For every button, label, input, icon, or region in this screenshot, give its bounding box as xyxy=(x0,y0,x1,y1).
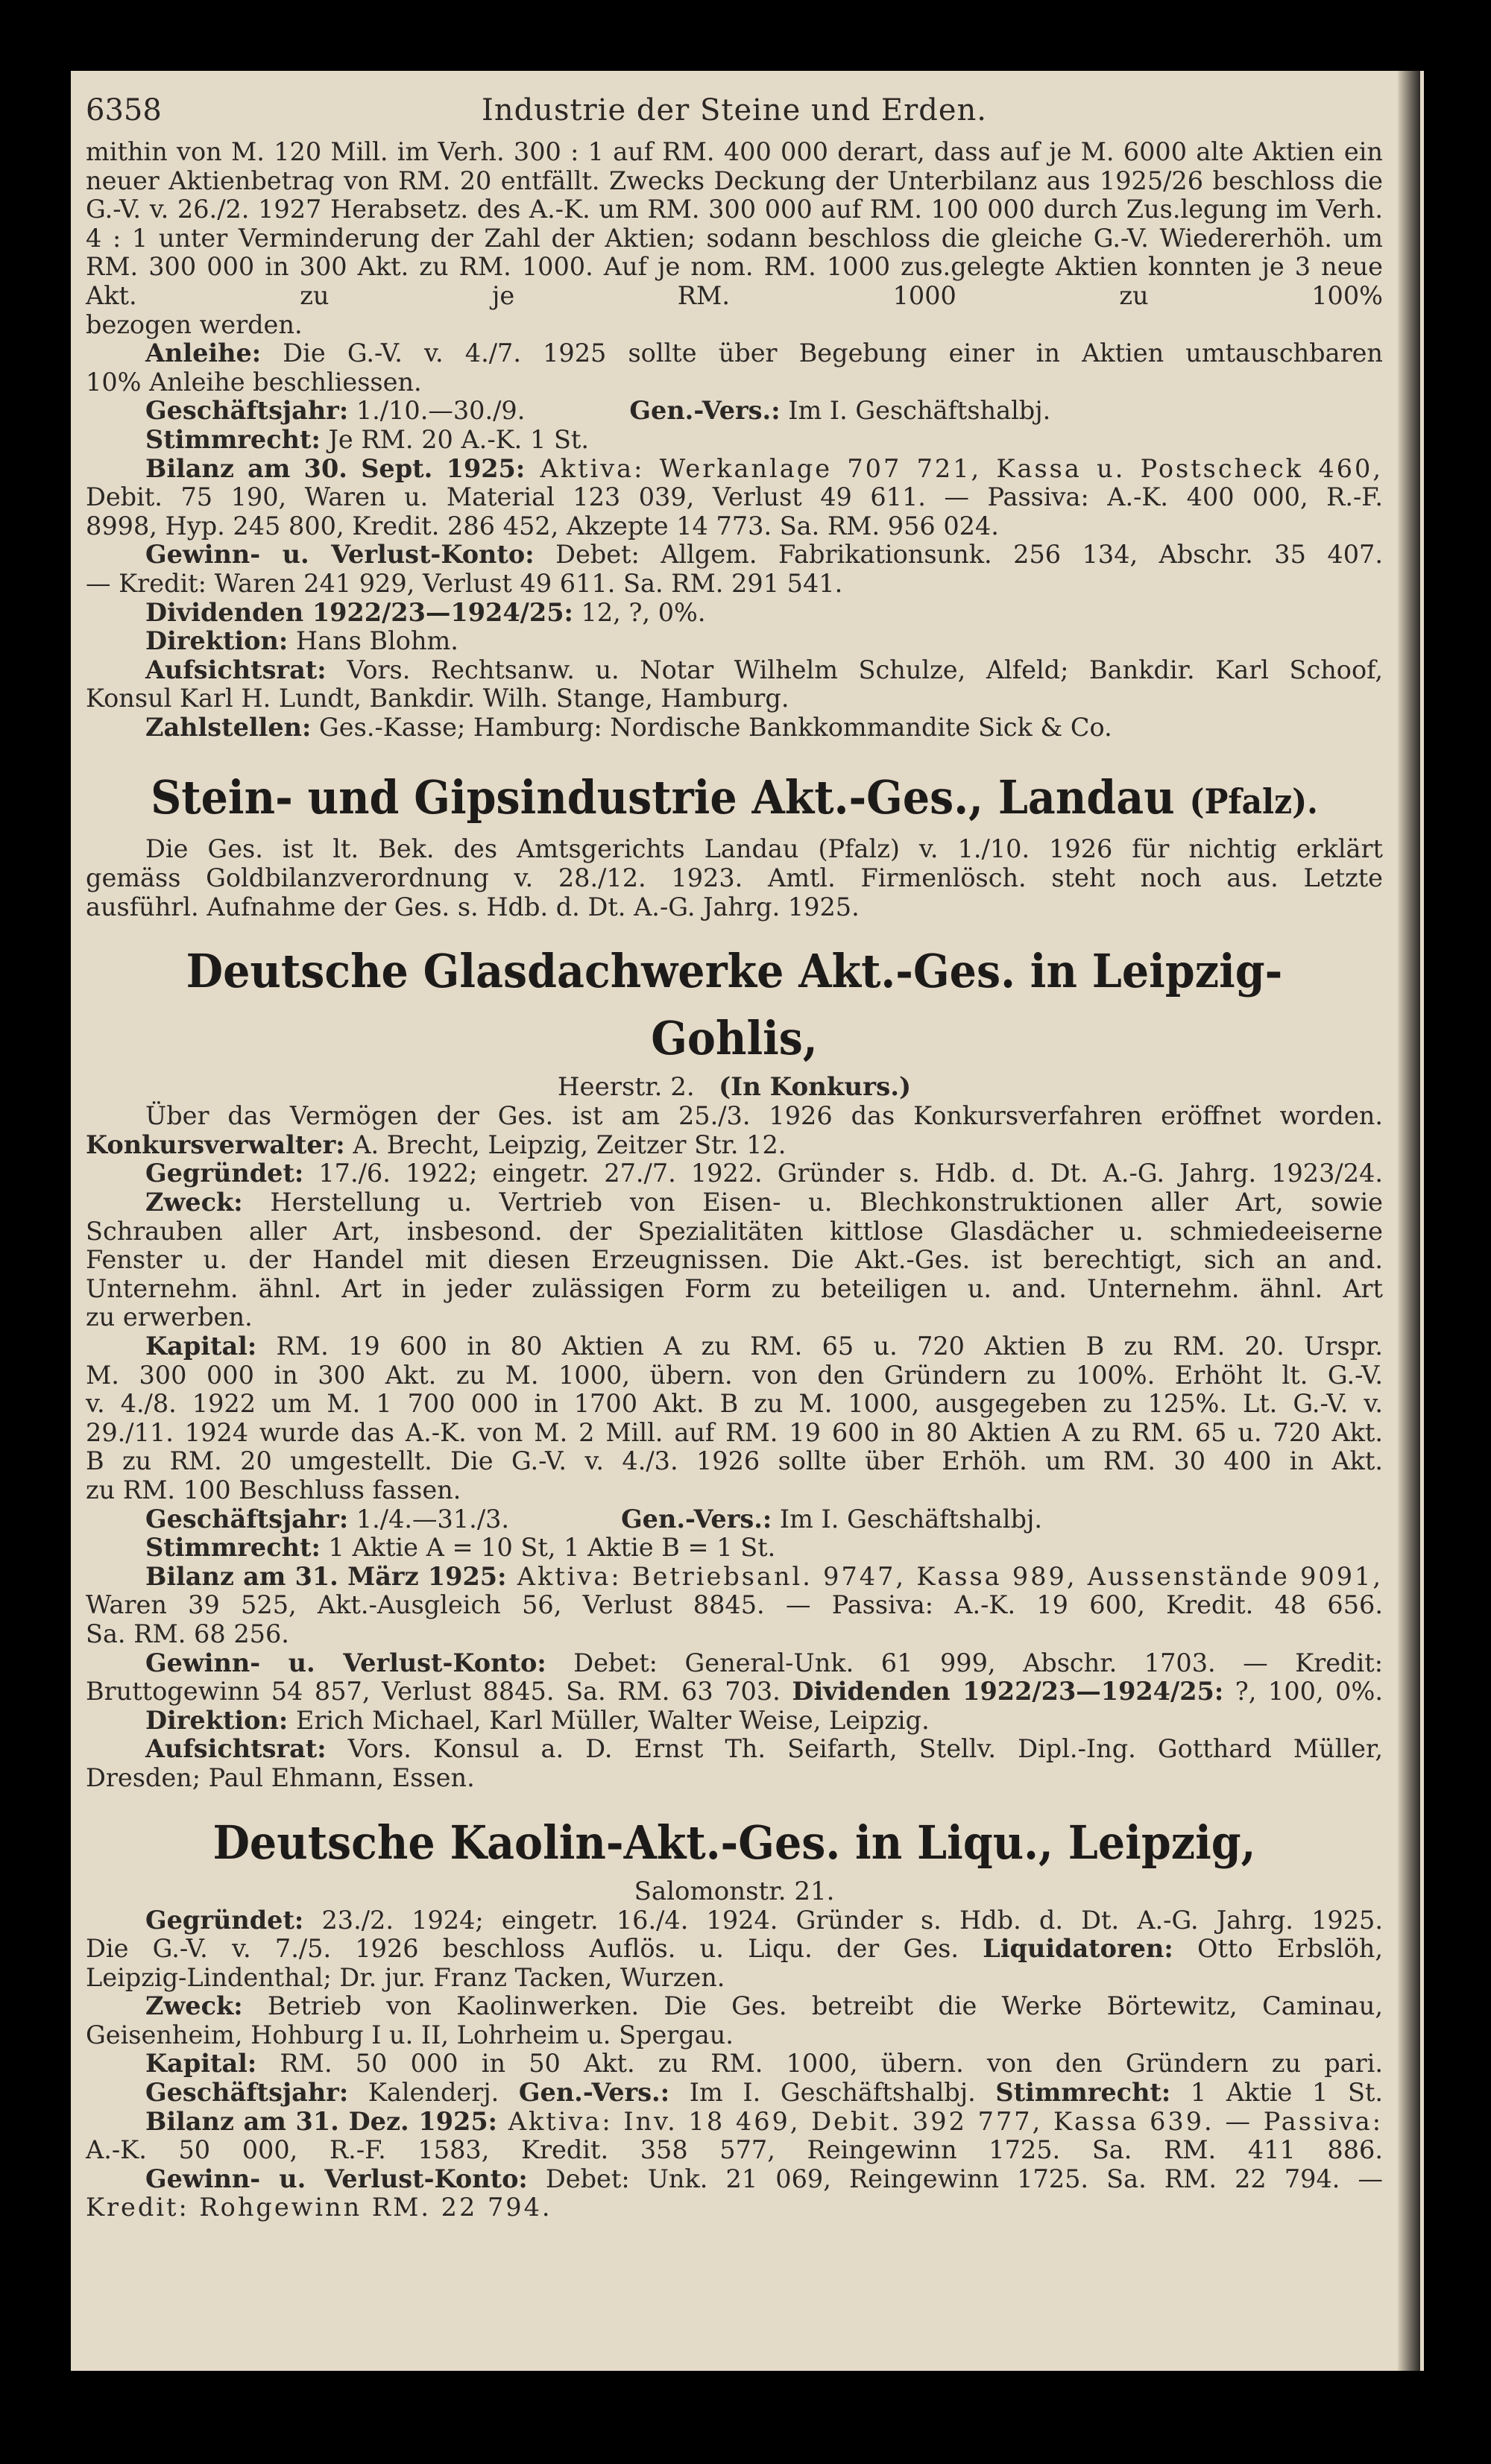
gv-value: Im I. Geschäftshalbj. xyxy=(780,396,1051,426)
direktion-entry xyxy=(86,1707,1383,1736)
text-line: v. 4./8. 1922 um M. 1 700 000 in 1700 Akt. B zu M. 1000, ausgegeben zu 125%. Lt. G.-V. v. xyxy=(86,1389,1383,1419)
text-line: 10% Anleihe beschliessen. xyxy=(86,367,422,397)
aufsichtsrat-entry xyxy=(86,656,1383,685)
text-line: alte Aktien ein neuer Aktienbetrag von RM. 20 entfällt. Zwecks Deckung der Unterbilanz xyxy=(86,137,1383,195)
gj-label: Geschäftsjahr: xyxy=(145,1504,349,1534)
text-line: Kredit: Rohgewinn RM. 22 794. xyxy=(86,2193,552,2222)
geschaeftsjahr-entry xyxy=(86,397,1383,426)
kapital-entry xyxy=(86,2049,1383,2079)
liquidation-line xyxy=(86,1935,1383,1964)
address: Heerstr. 2. xyxy=(557,1072,695,1103)
anleihe-label: Anleihe: xyxy=(145,338,262,368)
sr-label: Stimmrecht: xyxy=(145,1533,321,1563)
zs-value: Ges.-Kasse; Hamburg: Nordische Bankkommandite Sick & Co. xyxy=(311,712,1112,742)
page-number: 6358 xyxy=(86,93,162,127)
guv-dividenden-line xyxy=(86,1677,1383,1707)
gv-value: Im I. Geschäftshalbj. xyxy=(772,1504,1042,1534)
kapital-entry xyxy=(86,1332,1383,1361)
guv-label: Gewinn- u. Verlust-Konto: xyxy=(145,540,535,570)
text-line: 29./11. 1924 wurde das A.-K. von M. 2 Mill. auf RM. 19 600 in 80 Aktien A zu RM. 65 u. 720 Akt. xyxy=(86,1417,1383,1447)
address-line xyxy=(86,1072,1383,1102)
text-line: mithin von M. 120 Mill. im Verh. 300 : 1 auf RM. 400 000 derart, dass auf je M. 6000 xyxy=(86,137,1188,166)
text-line: Otto Erbslöh, xyxy=(1173,1934,1383,1964)
text-line: Debet: General-Unk. 61 999, Abschr. 1703. — Kredit: xyxy=(546,1648,1384,1677)
stimmrecht-entry xyxy=(86,426,1383,455)
text-line: Vors. Rechtsanw. u. Notar Wilhelm Schulze, Alfeld; Bankdir. Karl Schoof, xyxy=(326,655,1383,684)
sr-label: Stimmrecht: xyxy=(145,424,321,454)
bilanz-entry xyxy=(86,2108,1383,2137)
gv-value: Im I. Geschäftshalbj. xyxy=(669,2078,996,2108)
anleihe-entry xyxy=(86,339,1383,368)
zahlstellen-entry xyxy=(86,713,1383,743)
text-line: 8998, Hyp. 245 800, Kredit. 286 452, Akzepte 14 773. Sa. RM. 956 024. xyxy=(86,511,999,541)
ar-label: Aufsichtsrat: xyxy=(145,1734,327,1764)
text-line: Die Ges. ist lt. Bek. des Amtsgerichts Landau (Pfalz) v. 1./10. 1926 für nichtig erklärt xyxy=(145,834,1383,864)
text-line: Unternehm. ähnl. Art in jeder zulässigen Form zu beteiligen u. and. Unternehm. ähnl. Art xyxy=(86,1273,1383,1303)
gj-label: Geschäftsjahr: xyxy=(145,2078,349,2108)
bilanz-entry xyxy=(86,1563,1383,1592)
geschaeftsjahr-entry xyxy=(86,1505,1383,1534)
sr-value: 1 Aktie A = 10 St, 1 Aktie B = 1 St. xyxy=(320,1533,776,1563)
gv-label: Gen.-Vers.: xyxy=(621,1504,772,1534)
dir-label: Direktion: xyxy=(145,1705,289,1735)
div-value: 12, ?, 0%. xyxy=(573,597,706,627)
zs-label: Zahlstellen: xyxy=(145,712,312,742)
sr-value: 1 Aktie 1 St. xyxy=(1170,2078,1384,2108)
company-heading xyxy=(138,764,1331,835)
text-line: Waren 39 525, Akt.-Ausgleich 56, Verlust 8845. — Passiva: A.-K. 19 600, Kredit. 48 656. xyxy=(86,1590,1383,1620)
zweck-entry xyxy=(86,1188,1383,1217)
gegruendet-entry xyxy=(86,1159,1383,1188)
gj-value: 1./10.—30./9. xyxy=(348,396,526,426)
text-line: A.-K. 50 000, R.-F. 1583, Kredit. 358 577, Reingewinn 1725. Sa. RM. 411 886. xyxy=(86,2135,1383,2165)
kv-label: Konkursverwalter: xyxy=(86,1129,345,1159)
page-content xyxy=(86,93,1383,2222)
text-line: Schrauben aller Art, insbesond. der Spezialitäten kittlose Glasdächer u. schmiedeeiserne xyxy=(86,1216,1383,1246)
gj-gv-sr-entry xyxy=(86,2079,1383,2108)
ar-label: Aufsichtsrat: xyxy=(145,655,327,684)
company-title: Deutsche Kaolin-Akt.-Ges. in Liqu., Leipzig, xyxy=(212,1815,1256,1870)
gj-value: Kalenderj. xyxy=(348,2078,519,2108)
gv-label: Gen.-Vers.: xyxy=(629,396,781,426)
text-line: Debet: Allgem. Fabrikationsunk. 256 134, Abschr. 35 407. xyxy=(534,540,1383,570)
guv-label: Gewinn- u. Verlust-Konto: xyxy=(145,1648,546,1677)
text-line: — Kredit: Waren 241 929, Verlust 49 611. Sa. RM. 291 541. xyxy=(86,568,843,598)
text-line: Aktiva: Inv. 18 469, Debit. 392 777, Kassa 639. — Passiva: xyxy=(497,2106,1383,2136)
text-line: zu RM. 100 Beschluss fassen. xyxy=(86,1475,461,1504)
text-line: Konsul Karl H. Lundt, Bankdir. Wilh. Stange, Hamburg. xyxy=(86,684,789,713)
direktion-entry xyxy=(86,627,1383,656)
text-line: Vors. Konsul a. D. Ernst Th. Seifarth, Stellv. Dipl.-Ing. Gotthard Müller, xyxy=(326,1734,1383,1764)
div-label: Dividenden 1922/23—1924/25: xyxy=(145,597,573,627)
text-line: Die G.-V. v. 7./5. 1926 beschloss Auflös. u. Liqu. der Ges. xyxy=(86,1934,983,1964)
capital-paragraph xyxy=(86,138,1383,311)
div-label: Dividenden 1922/23—1924/25: xyxy=(792,1677,1224,1707)
text-line: Leipzig-Lindenthal; Dr. jur. Franz Tacken, Wurzen. xyxy=(86,1962,725,1992)
sr-value: Je RM. 20 A.-K. 1 St. xyxy=(320,424,590,454)
text-line: Aktiva: Werkanlage 707 721, Kassa u. Postscheck 460, xyxy=(525,453,1383,483)
gj-value: 1./4.—31./3. xyxy=(348,1504,510,1534)
div-value: ?, 100, 0%. xyxy=(1223,1677,1383,1707)
text-line: Fenster u. der Handel mit diesen Erzeugnissen. Die Akt.-Ges. ist berechtigt, sich an and. xyxy=(86,1245,1383,1275)
liq-label: Liquidatoren: xyxy=(983,1934,1173,1964)
text-line: bezogen werden. xyxy=(86,309,303,339)
gegr-label: Gegründet: xyxy=(145,1159,304,1188)
bilanz-entry xyxy=(86,455,1383,484)
gegr-value: 17./6. 1922; eingetr. 27./7. 1922. Gründer s. Hdb. d. Dt. A.-G. Jahrg. 1923/24. xyxy=(303,1159,1383,1188)
text-line: gemäss Goldbilanzverordnung v. 28./12. 1923. Amtl. Firmenlösch. steht noch aus. Letzte xyxy=(86,863,1383,893)
gegruendet-entry xyxy=(86,1906,1383,1935)
guv-entry xyxy=(86,541,1383,570)
gv-label: Gen.-Vers.: xyxy=(518,2078,670,2108)
section-stein-gipsindustrie xyxy=(86,764,1383,921)
kap-label: Kapital: xyxy=(145,2049,257,2079)
guv-entry xyxy=(86,1649,1383,1678)
section-kaolin xyxy=(86,1809,1383,2223)
gj-label: Geschäftsjahr: xyxy=(145,396,349,426)
company-title-suffix: (Pfalz). xyxy=(1189,781,1318,822)
text-line: sodann beschloss die gleiche G.-V. Wiedererhöh. um RM. 300 000 in 300 Akt. zu RM. 1000. xyxy=(86,223,1383,282)
zweck-label: Zweck: xyxy=(145,1188,243,1217)
section-glasdachwerke xyxy=(86,938,1383,1792)
aufsichtsrat-entry xyxy=(86,1735,1383,1764)
text-line: aus 1925/26 beschloss die G.-V. v. 26./2. 1927 Herabsetz. des A.-K. um RM. 300 000 auf xyxy=(86,166,1384,224)
text-line: Bruttogewinn 54 857, Verlust 8845. Sa. RM. 63 703. xyxy=(86,1677,792,1707)
company-title: Deutsche Glasdachwerke Akt.-Ges. in Leipzig-Gohlis, xyxy=(186,944,1283,1066)
text-line: Die G.-V. v. 4./7. 1925 sollte über Begebung einer in Aktien umtauschbaren xyxy=(261,338,1383,368)
text-line: 23./2. 1924; eingetr. 16./4. 1924. Gründer s. Hdb. d. Dt. A.-G. Jahrg. 1925. xyxy=(303,1905,1383,1935)
text-line: zu erwerben. xyxy=(86,1302,253,1332)
kap-value: RM. 50 000 in 50 Akt. zu RM. 1000, übern. von den Gründern zu pari. xyxy=(256,2049,1383,2079)
text-line: ausführl. Aufnahme der Ges. s. Hdb. d. Dt. A.-G. Jahrg. 1925. xyxy=(86,892,860,921)
text-line: M. 300 000 in 300 Akt. zu M. 1000, übern. von den Gründern zu 100%. Erhöht lt. G.-V. xyxy=(86,1360,1383,1390)
kv-value: A. Brecht, Leipzig, Zeitzer Str. 12. xyxy=(344,1129,787,1159)
konkursverwalter-entry xyxy=(86,1131,1383,1160)
guv-entry xyxy=(86,2165,1383,2194)
bilanz-label: Bilanz am 31. März 1925: xyxy=(145,1561,507,1591)
text-line: B zu RM. 20 umgestellt. Die G.-V. v. 4./3. 1926 sollte über Erhöh. um RM. 30 400 in Akt. xyxy=(86,1446,1383,1476)
dir-value: Erich Michael, Karl Müller, Walter Weise, Leipzig. xyxy=(288,1705,930,1735)
text-line: Aktiva: Betriebsanl. 9747, Kassa 989, Aussenstände 9091, xyxy=(506,1561,1383,1591)
guv-label: Gewinn- u. Verlust-Konto: xyxy=(145,2164,528,2193)
bilanz-label: Bilanz am 31. Dez. 1925: xyxy=(145,2106,498,2136)
text-line: Auf je nom. RM. 1000 zus.gelegte Aktien konnten je 3 neue Akt. zu je RM. 1000 zu 100% xyxy=(86,252,1383,310)
sr-label: Stimmrecht: xyxy=(995,2078,1171,2108)
company-title: Stein- und Gipsindustrie Akt.-Ges., Landau xyxy=(151,770,1175,825)
zweck-label: Zweck: xyxy=(145,1991,243,2021)
zweck-entry xyxy=(86,1992,1383,2021)
kap-label: Kapital: xyxy=(145,1332,257,1361)
page-edge-shadow xyxy=(1398,71,1420,2371)
text-line: RM. 19 600 in 80 Aktien A zu RM. 65 u. 720 Aktien B zu RM. 20. Urspr. xyxy=(256,1332,1383,1361)
running-title: Industrie der Steine und Erden. xyxy=(482,93,987,127)
text-line: Betrieb von Kaolinwerken. Die Ges. betreibt die Werke Börtewitz, Caminau, xyxy=(242,1991,1383,2021)
text-line: Herstellung u. Vertrieb von Eisen- u. Blechkonstruktionen aller Art, sowie xyxy=(242,1188,1383,1217)
dir-value: Hans Blohm. xyxy=(288,626,458,656)
text-line: Sa. RM. 68 256. xyxy=(86,1619,289,1648)
dividenden-entry xyxy=(86,599,1383,628)
stimmrecht-entry xyxy=(86,1534,1383,1563)
dir-label: Direktion: xyxy=(145,626,289,656)
text-line: RM. 100 000 durch Zus.legung im Verh. 4 : 1 unter Verminderung der Zahl der Aktien; xyxy=(86,195,1383,253)
address: Salomonstr. 21. xyxy=(634,1876,835,1906)
gegr-label: Gegründet: xyxy=(145,1905,304,1935)
text-line: Debit. 75 190, Waren u. Material 123 039, Verlust 49 611. — Passiva: A.-K. 400 000, R.-F. xyxy=(86,482,1383,512)
bilanz-label: Bilanz am 30. Sept. 1925: xyxy=(145,453,526,483)
intro-line: Über das Vermögen der Ges. ist am 25./3. 1926 das Konkursverfahren eröffnet worden. xyxy=(145,1101,1383,1131)
text-line: Dresden; Paul Ehmann, Essen. xyxy=(86,1762,475,1792)
text-line: Geisenheim, Hohburg I u. II, Lohrheim u. Spergau. xyxy=(86,2020,734,2049)
text-line: Debet: Unk. 21 069, Reingewinn 1725. Sa. RM. 22 794. — xyxy=(527,2164,1384,2193)
running-header xyxy=(86,93,1383,138)
section-continued-company xyxy=(86,138,1383,742)
status-konkurs: (In Konkurs.) xyxy=(719,1072,912,1103)
